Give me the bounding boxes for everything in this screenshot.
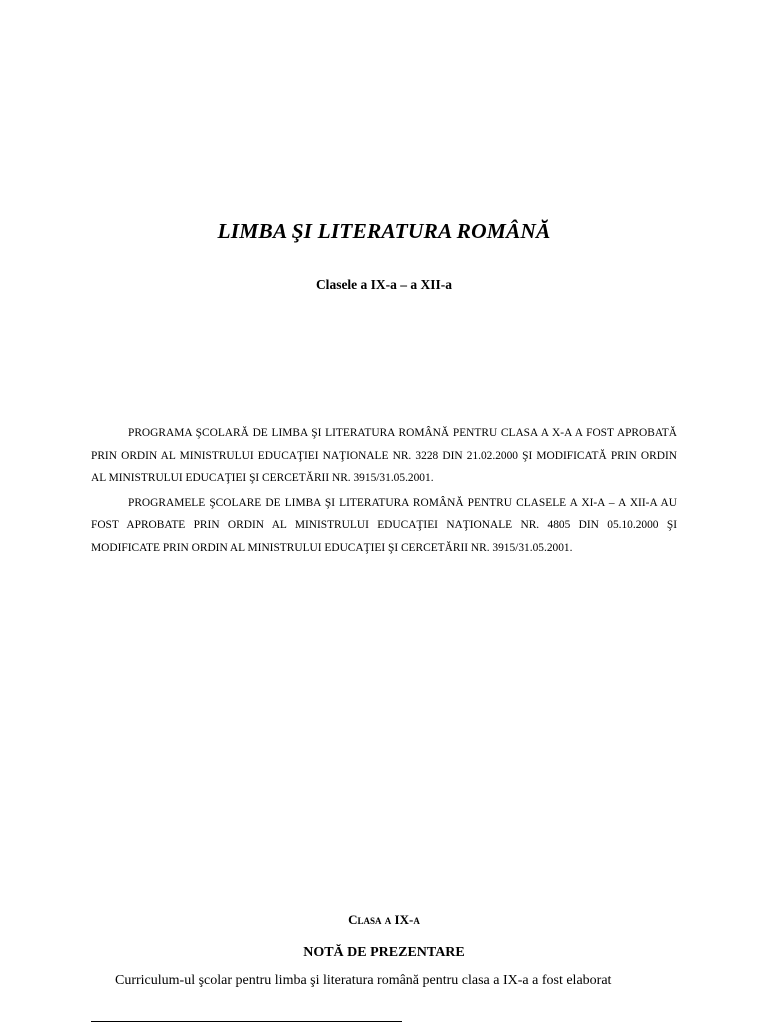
document-subtitle: Clasele a IX-a – a XII-a	[315, 277, 453, 292]
section-heading: NOTĂ DE PREZENTARE	[303, 945, 465, 960]
footnote-separator	[91, 1021, 402, 1022]
intro-paragraph: Curriculum-ul şcolar pentru limba şi literatura română pentru clasa a IX-a a fost elaborat	[115, 973, 612, 988]
approval-paragraph-grade-10: PROGRAMA ŞCOLARĂ DE LIMBA ŞI LITERATURA ROMÂNĂ PENTRU CLASA A X-A A FOST APROBATĂ PRIN ORDIN AL MINISTRULUI EDUCAŢIEI NAŢIONALE NR. 3228 DIN 21.02.2000 ŞI MODIFICATĂ PRIN ORDIN AL MINISTRULUI EDUCAŢIEI ŞI CERCETĂRII NR. 3915/31.05.2001.	[91, 427, 677, 484]
approval-paragraph-grades-11-12: PROGRAMELE ŞCOLARE DE LIMBA ŞI LITERATURA ROMÂNĂ PENTRU CLASELE A XI-A – A XII-A AU FOST APROBATE PRIN ORDIN AL MINISTRULUI EDUCAŢIEI NAŢIONALE NR. 4805 DIN 05.10.2000 ŞI MODIFICATE PRIN ORDIN AL MINISTRULUI EDUCAŢIEI ŞI CERCETĂRII NR. 3915/31.05.2001.	[91, 496, 677, 554]
section-label: Clasa a IX-a	[348, 912, 420, 927]
approval-notes	[91, 422, 677, 561]
document-title: LIMBA ŞI LITERATURA ROMÂNĂ	[217, 219, 551, 243]
